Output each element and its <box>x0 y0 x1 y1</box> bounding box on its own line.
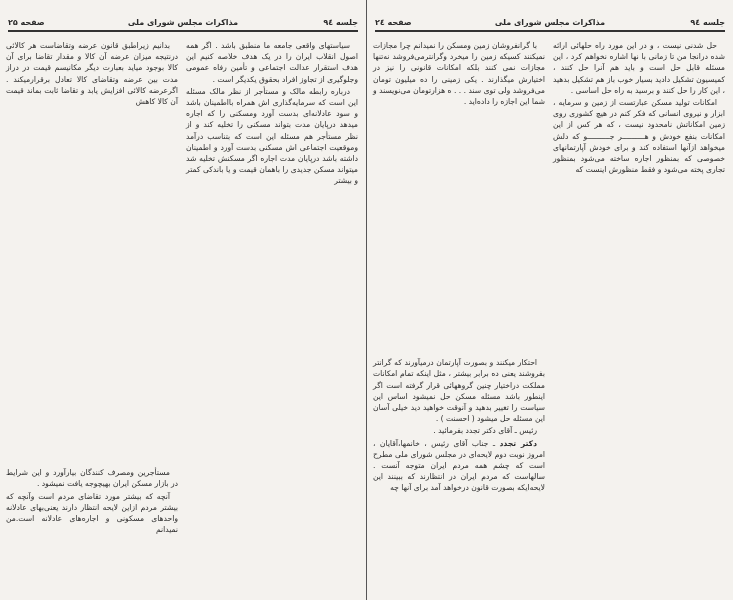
session-number: جلسه ۹٤ <box>690 18 725 27</box>
running-title: مذاکرات مجلس شورای ملی <box>494 18 606 27</box>
paragraph: حل شدنی نیست ، و در این مورد راه حلهائی ارائه شده درانجا من تا زمانی با نها اشاره نخواهم کرد ، این مسئله قابل حل است و باید هم آنرا حل کنند ، کمیسیون تشکیل دادید بسیار خوب باز هم تشکیل بدهید ، این کار را حل کنند و برسید به راه حل اساسی . <box>553 41 725 95</box>
paragraph: بدانیم زیراطبق قانون عرضه وتقاضاست هر کالائی درنتیجه میزان عرضه آن کالا و مقدار تقاضا برای آن کالا بوجود میاید بعبارت دیگر مکانیسم قیمت در دراز مدت بین عرضه وتقاضای کالا تعادل برقرارمیکند . اگرعرضه کالائی افزایش یابد و تقاضا ثابت بماند قیمت آن کالا کاهش <box>6 41 178 107</box>
session-number: جلسه ۹٤ <box>323 18 358 27</box>
text-column-left <box>6 40 178 536</box>
paragraph: مستأجرین ومصرف کنندگان بیارآورد و این شرایط در بازار مسکن ایران بهیچوجه یافت نمیشود . <box>6 468 178 489</box>
speech-text: ـ جناب آقای رئیس ، خانمها،آقایان ، امروز نوبت دوم لایحه‌ای در مجلس شورای ملی مطرح است که چشم همه مردم ایران متوجه آنست . سالهاست که مردم ایران در انتظارند که ببینند این لایحه‌ایکه بصورت قانون درخواهد آمد برای آنها چه <box>373 438 545 493</box>
paragraph: احتکار میکنند و بصورت آپارتمان درمیآورند که گرانتر بفروشند یعنی ده برابر بیشتر ، مثل اینکه تمام امکانات مملکت دراختیار چنین گروههائی قرار گرفته است اگر اینطور باشد مسئله مسکن حل نمیشود اساس این سیاست را تغییر بدهید و آنوقت خواهید دید خیلی آسان این مسئله حل میشود ( احسنت ) . <box>373 358 545 424</box>
text-column-right <box>553 40 725 176</box>
paragraph: درباره رابطه مالک و مستأجر از نظر مالک مسئله این است که سرمایه‌گذاری اش همراه بااطمینان باشد و سود عادلانه‌ای بدست آورد ومسکنی را که اجاره میدهد درپایان مدت بتواند مسکنی را تخلیه کند و از نظر مستأجر هم مسئله این است که بتناسب درآمد وموقعیت اجتماعی اش مسکنی بدست آورد و اطمینان داشته باشد درپایان مدت اجاره اگر مسکنش تخلیه شد میتواند مسکن جدیدی را باهمان قیمت و یا باندکی کمتر و بیشتر <box>186 86 358 186</box>
paragraph: امکانات تولید مسکن عبارتست از زمین و سرمایه ، ابزار و نیروی انسانی که فکر کنم در هیچ کشوری روی زمین امکاناتش نامحدود نیست ، که هر کس از این امکانات بنفع خودش و هــــــــــر جــــــــــو که دلش میخواهد ازآنها استفاده کند و برای خودش آپارتمانهای خصوصی که بمنظور اجاره ساخته می‌شود بمنظور تجاری پخته می‌شود و فقط منظورش اینست که <box>553 98 725 175</box>
paragraph: آنچه که بیشتر مورد تقاضای مردم است وآنچه که بیشتر مردم ازاین لایحه انتظار دارند یعنی‌بهای عادلانه واحدهای مسکونی و اجاره‌های عادلانه است.من نمیدانم <box>6 491 178 535</box>
paragraph: سیاستهای واقعی جامعه ما منطبق باشد . اگر همه اصول انقلاب ایران را در یک هدف خلاصه کنیم این هدف استقرار عدالت اجتماعی و تأمین رفاه عمومی وجلوگیری از تجاوز افراد بحقوق یکدیگر است . <box>186 41 358 84</box>
page-number: صفحه ۲۵ <box>8 18 45 27</box>
text-column-right <box>186 40 358 188</box>
page-number: صفحه ۲٤ <box>375 18 412 27</box>
speech-paragraph <box>373 438 545 494</box>
page-header <box>375 16 725 32</box>
right-page <box>367 0 733 600</box>
text-column-left <box>373 40 545 495</box>
page-header <box>8 16 358 32</box>
chair-line: رئیس ـ آقای دکتر تجدد بفرمائید . <box>433 426 537 436</box>
speaker-name: دکتر تجدد <box>499 438 537 448</box>
paragraph: با گرانفروشان زمین ومسکن را نمیدانم چرا مجازات نمیکنند کسیکه زمین را میخرد وگرانترمی‌فروشد نه‌تنها مجازات نمی کنند بلکه امکانات قانونی را نیز در اختیارش میگذارند . یکی زمینی را ده میلیون تومان می‌فروشد ولی توی سند . . . ه هزارتومان می‌نویسند و شما این اجازه را داده‌اید . <box>373 41 545 107</box>
running-title: مذاکرات مجلس شورای ملی <box>127 18 239 27</box>
